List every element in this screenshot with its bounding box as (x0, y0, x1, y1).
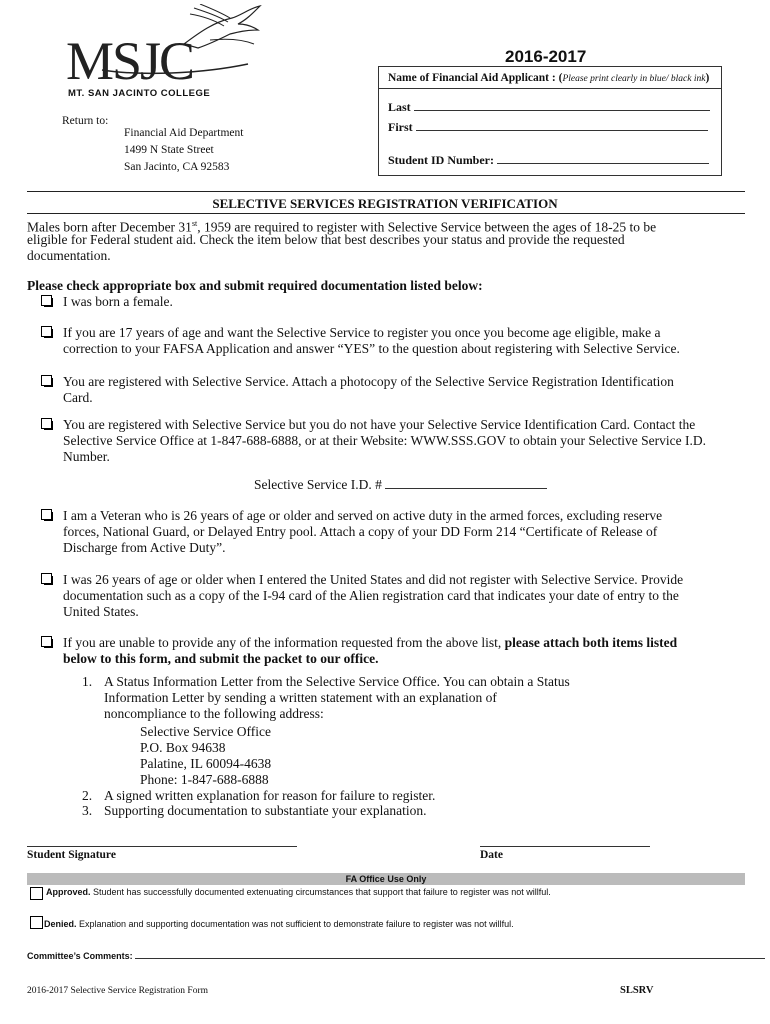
student-id-label: Student ID Number: (388, 153, 495, 167)
last-name-field[interactable] (388, 100, 710, 115)
female-checkbox[interactable] (41, 295, 52, 306)
option-unable-l2: below to this form, and submit the packet to our office. (63, 651, 379, 666)
denied-checkbox[interactable] (30, 916, 43, 929)
list-item-1-l2: Information Letter by sending a written statement with an explanation of (104, 690, 497, 705)
list-item-1-l1: A Status Information Letter from the Selective Service Office. You can obtain a Status (104, 674, 570, 689)
intro-sup: st (191, 219, 198, 228)
approved-description: Student has successfully documented extenuating circumstances that support that failure to register was not willful. (90, 887, 551, 897)
denied-description: Explanation and supporting documentation was not sufficient to demonstrate failure to register was not willful. (76, 919, 514, 929)
option-veteran-l2: forces, National Guard, or Delayed Entry pool. Attach a copy of your DD Form 214 “Certificate of Release of (63, 524, 658, 539)
form-title: SELECTIVE SERVICES REGISTRATION VERIFICATION (212, 196, 558, 211)
option-nocard-l3: Number. (63, 449, 110, 464)
committee-comments-label: Committee’s Comments: (27, 951, 133, 961)
student-id-input[interactable] (497, 153, 709, 164)
nocard-checkbox[interactable] (41, 418, 52, 429)
option-nocard-l2: Selective Service Office at 1-847-688-6888, or at their Website: WWW.SSS.GOV to obtain your Selective Service I.D. (63, 433, 707, 448)
return-to-label: Return to: (62, 115, 109, 127)
unable-checkbox[interactable] (41, 636, 52, 647)
office-use-bar: FA Office Use Only (27, 873, 745, 885)
committee-comments[interactable] (27, 950, 765, 961)
applicant-note: Please print clearly in blue/ black ink (562, 74, 706, 84)
footer-form-name: 2016-2017 Selective Service Registration Form (27, 986, 208, 996)
approved-label: Approved. (46, 887, 91, 897)
footer-code: SLSRV (620, 985, 654, 996)
address-line-4: Phone: 1-847-688-6888 (140, 772, 269, 787)
denied-label: Denied. (44, 919, 77, 929)
option-registered-l1: You are registered with Selective Service. Attach a photocopy of the Selective Service Registration Identification (63, 374, 674, 389)
applicant-label-text: Name of Financial Aid Applicant : ( (388, 72, 563, 84)
list-number-3: 3. (82, 803, 93, 818)
unable-bold-text: please attach both items listed (504, 635, 678, 650)
last-name-label: Last (388, 100, 411, 114)
option-veteran-l1: I am a Veteran who is 26 years of age or older and served on active duty in the armed forces, excluding reserve (63, 508, 663, 523)
return-street: 1499 N State Street (124, 144, 214, 156)
approved-text (46, 887, 551, 897)
committee-comments-input[interactable] (135, 950, 765, 959)
intro-text-a: Males born after December 31 (27, 219, 192, 235)
student-signature-label: Student Signature (27, 849, 116, 861)
ss-id-field[interactable] (254, 477, 547, 493)
address-line-2: P.O. Box 94638 (140, 740, 226, 755)
ss-id-label: Selective Service I.D. # (254, 477, 382, 492)
address-line-3: Palatine, IL 60094-4638 (140, 756, 272, 771)
option-veteran-l3: Discharge from Active Duty”. (63, 540, 226, 555)
veteran-checkbox[interactable] (41, 509, 52, 520)
intro-line-3: documentation. (27, 248, 111, 263)
college-name: MT. SAN JACINTO COLLEGE (68, 88, 211, 99)
ss-id-input[interactable] (385, 478, 547, 489)
age17-checkbox[interactable] (41, 326, 52, 337)
date-line[interactable] (480, 846, 650, 847)
registered-checkbox[interactable] (41, 375, 52, 386)
list-item-2: A signed written explanation for reason for failure to register. (104, 788, 436, 803)
address-line-1: Selective Service Office (140, 724, 271, 739)
unable-text: If you are unable to provide any of the information requested from the above list, (63, 635, 505, 650)
return-city: San Jacinto, CA 92583 (124, 161, 230, 173)
entered-checkbox[interactable] (41, 573, 52, 584)
option-age17-l1: If you are 17 years of age and want the Selective Service to register you once you become age eligible, make a (63, 325, 661, 340)
intro-text-b: , 1959 are required to register with Selective Service between the ages of 18-25 to be (197, 219, 657, 235)
student-id-field[interactable] (388, 153, 709, 168)
list-number-1: 1. (82, 674, 93, 689)
first-name-field[interactable] (388, 120, 708, 135)
option-nocard-l1: You are registered with Selective Service but you do not have your Selective Service Identification Card. Contact the (63, 417, 696, 432)
student-signature-line[interactable] (27, 846, 297, 847)
applicant-close: ) (705, 72, 710, 84)
logo-wordmark: MSJC (66, 31, 194, 91)
option-entered-l3: United States. (63, 604, 139, 619)
option-female: I was born a female. (63, 294, 173, 309)
approved-checkbox[interactable] (30, 887, 43, 900)
denied-text (44, 919, 514, 929)
first-name-label: First (388, 120, 413, 134)
title-bottom-rule (27, 213, 745, 214)
list-item-3: Supporting documentation to substantiate your explanation. (104, 803, 427, 818)
applicant-label (388, 72, 709, 84)
return-dept: Financial Aid Department (124, 127, 244, 139)
first-name-input[interactable] (416, 120, 708, 131)
instruction: Please check appropriate box and submit required documentation listed below: (27, 278, 483, 293)
applicant-box-divider (378, 88, 722, 89)
option-entered-l1: I was 26 years of age or older when I entered the United States and did not register with Selective Service. Provide (63, 572, 684, 587)
option-age17-l2: correction to your FAFSA Application and answer “YES” to the question about registering with Selective Service. (63, 341, 680, 356)
last-name-input[interactable] (414, 100, 710, 111)
list-number-2: 2. (82, 788, 93, 803)
form-year: 2016-2017 (505, 47, 587, 66)
list-item-1-l3: noncompliance to the following address: (104, 706, 324, 721)
option-unable-l1 (63, 635, 677, 651)
option-entered-l2: documentation such as a copy of the I-94 card of the Alien registration card that indicates your date of entry to the (63, 588, 679, 603)
date-label: Date (480, 849, 503, 861)
title-top-rule (27, 191, 745, 192)
intro-line-2: eligible for Federal student aid. Check the item below that best describes your status and provide the requested (27, 232, 625, 247)
option-registered-l2: Card. (63, 390, 93, 405)
